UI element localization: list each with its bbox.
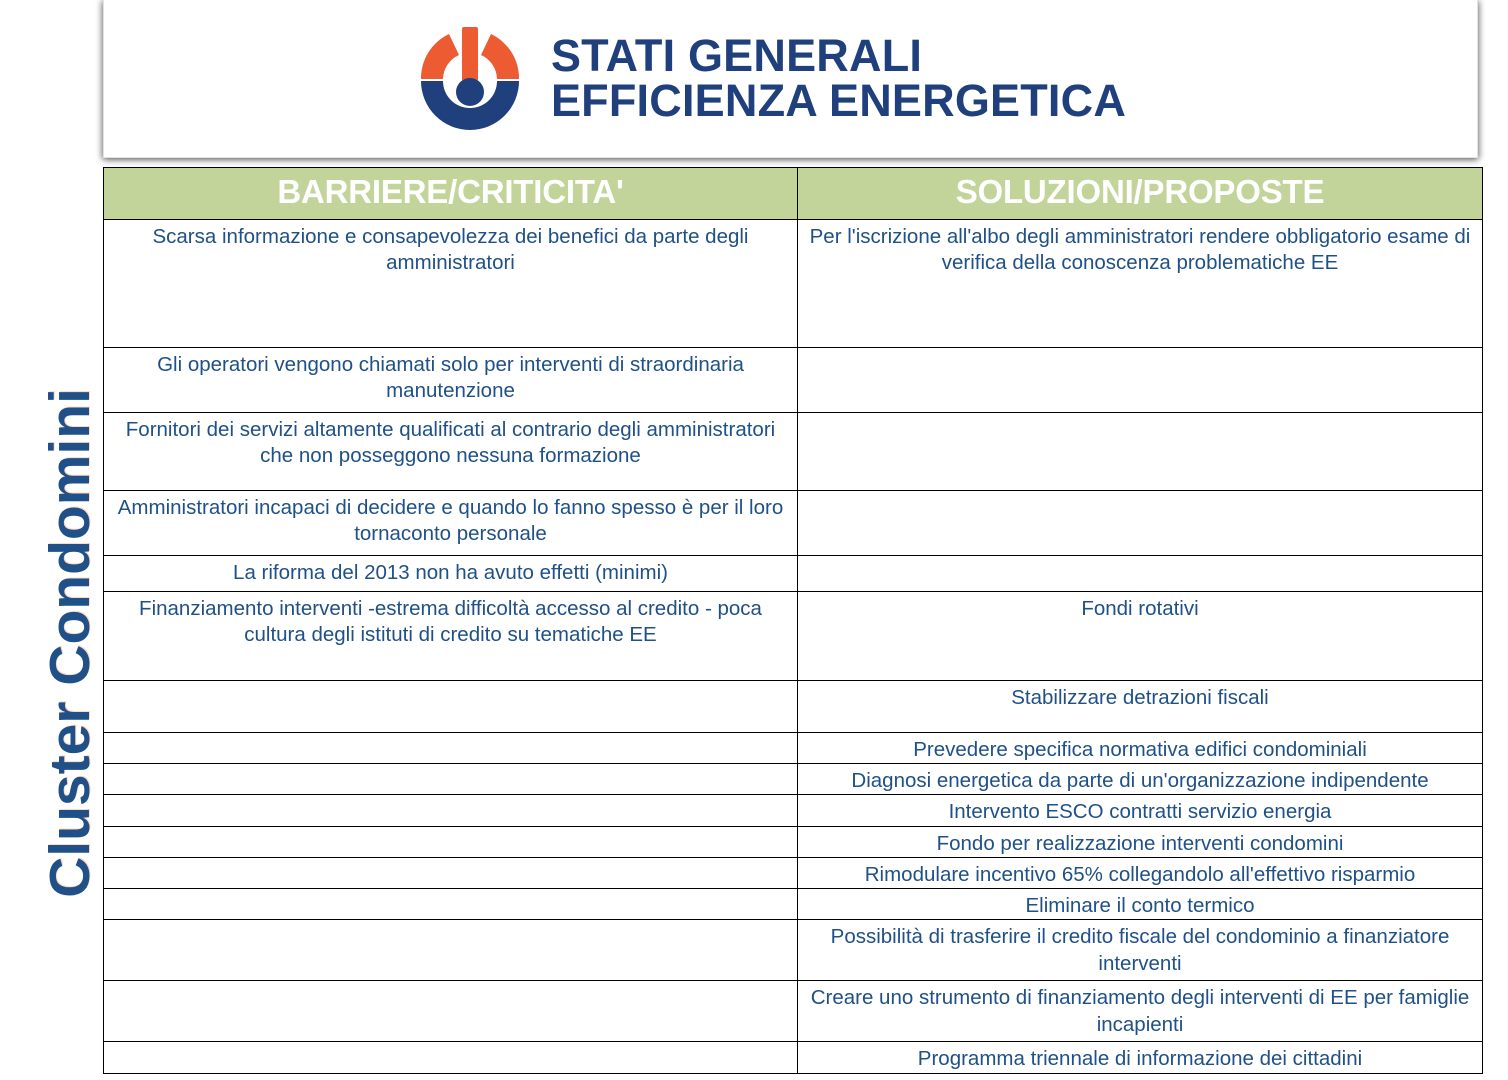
cell-soluzioni: Per l'iscrizione all'albo degli amministratori rendere obbligatorio esame di verifica della conoscenza problematiche EE [798,220,1483,348]
cell-barriere: Fornitori dei servizi altamente qualificati al contrario degli amministratori che non posseggono nessuna formazione [104,413,798,491]
cell-soluzioni [798,556,1483,592]
cell-barriere: La riforma del 2013 non ha avuto effetti (minimi) [104,556,798,592]
table-header-row [104,168,1483,220]
table-row [104,556,1483,592]
table-row [104,920,1483,981]
cell-soluzioni: Fondo per realizzazione interventi condomini [798,826,1483,857]
table-row [104,348,1483,413]
table-row [104,413,1483,491]
table-row [104,592,1483,681]
cell-soluzioni: Prevedere specifica normativa edifici condominiali [798,733,1483,764]
cell-soluzioni: Fondi rotativi [798,592,1483,681]
cell-barriere [104,764,798,795]
table-row [104,491,1483,556]
table-row [104,857,1483,888]
cell-barriere [104,857,798,888]
cell-barriere [104,826,798,857]
table-row [104,1042,1483,1073]
logo-wordmark [550,29,1127,126]
cell-soluzioni: Programma triennale di informazione dei cittadini [798,1042,1483,1073]
table-row [104,733,1483,764]
cell-barriere: Amministratori incapaci di decidere e quando lo fanno spesso è per il loro tornaconto personale [104,491,798,556]
cell-soluzioni: Diagnosi energetica da parte di un'organizzazione indipendente [798,764,1483,795]
cell-barriere [104,981,798,1042]
cell-soluzioni [798,413,1483,491]
cluster-vertical-label: Cluster Condomini [38,388,102,898]
cell-barriere [104,1042,798,1073]
table-row [104,220,1483,348]
cell-soluzioni: Possibilità di trasferire il credito fiscale del condominio a finanziatore interventi [798,920,1483,981]
cell-soluzioni [798,348,1483,413]
table-row [104,795,1483,826]
table-row [104,889,1483,920]
cell-barriere: Finanziamento interventi -estrema difficoltà accesso al credito - poca cultura degli istituti di credito su tematiche EE [104,592,798,681]
column-header-soluzioni: SOLUZIONI/PROPOSTE [798,168,1483,220]
cell-barriere [104,889,798,920]
cell-soluzioni: Intervento ESCO contratti servizio energia [798,795,1483,826]
cell-barriere [104,681,798,733]
logo-line-2: EFFICIENZA ENERGETICA [550,74,1127,126]
cell-soluzioni: Stabilizzare detrazioni fiscali [798,681,1483,733]
cell-barriere [104,795,798,826]
column-header-barriere: BARRIERE/CRITICITA' [104,168,798,220]
barriere-soluzioni-table [103,167,1483,1074]
cell-barriere: Scarsa informazione e consapevolezza dei benefici da parte degli amministratori [104,220,798,348]
power-button-logo-icon [411,23,529,135]
cell-soluzioni: Eliminare il conto termico [798,889,1483,920]
logo-lockup [411,23,1126,135]
cell-soluzioni: Rimodulare incentivo 65% collegandolo all'effettivo risparmio [798,857,1483,888]
cell-soluzioni: Creare uno strumento di finanziamento degli interventi di EE per famiglie incapienti [798,981,1483,1042]
cell-barriere: Gli operatori vengono chiamati solo per interventi di straordinaria manutenzione [104,348,798,413]
table-row [104,981,1483,1042]
table-row [104,826,1483,857]
cell-barriere [104,733,798,764]
table-body [104,220,1483,1074]
table-row [104,681,1483,733]
logo-line-1: STATI GENERALI [550,29,923,81]
logo-banner-panel [103,0,1478,158]
cell-soluzioni [798,491,1483,556]
table-row [104,764,1483,795]
cell-barriere [104,920,798,981]
